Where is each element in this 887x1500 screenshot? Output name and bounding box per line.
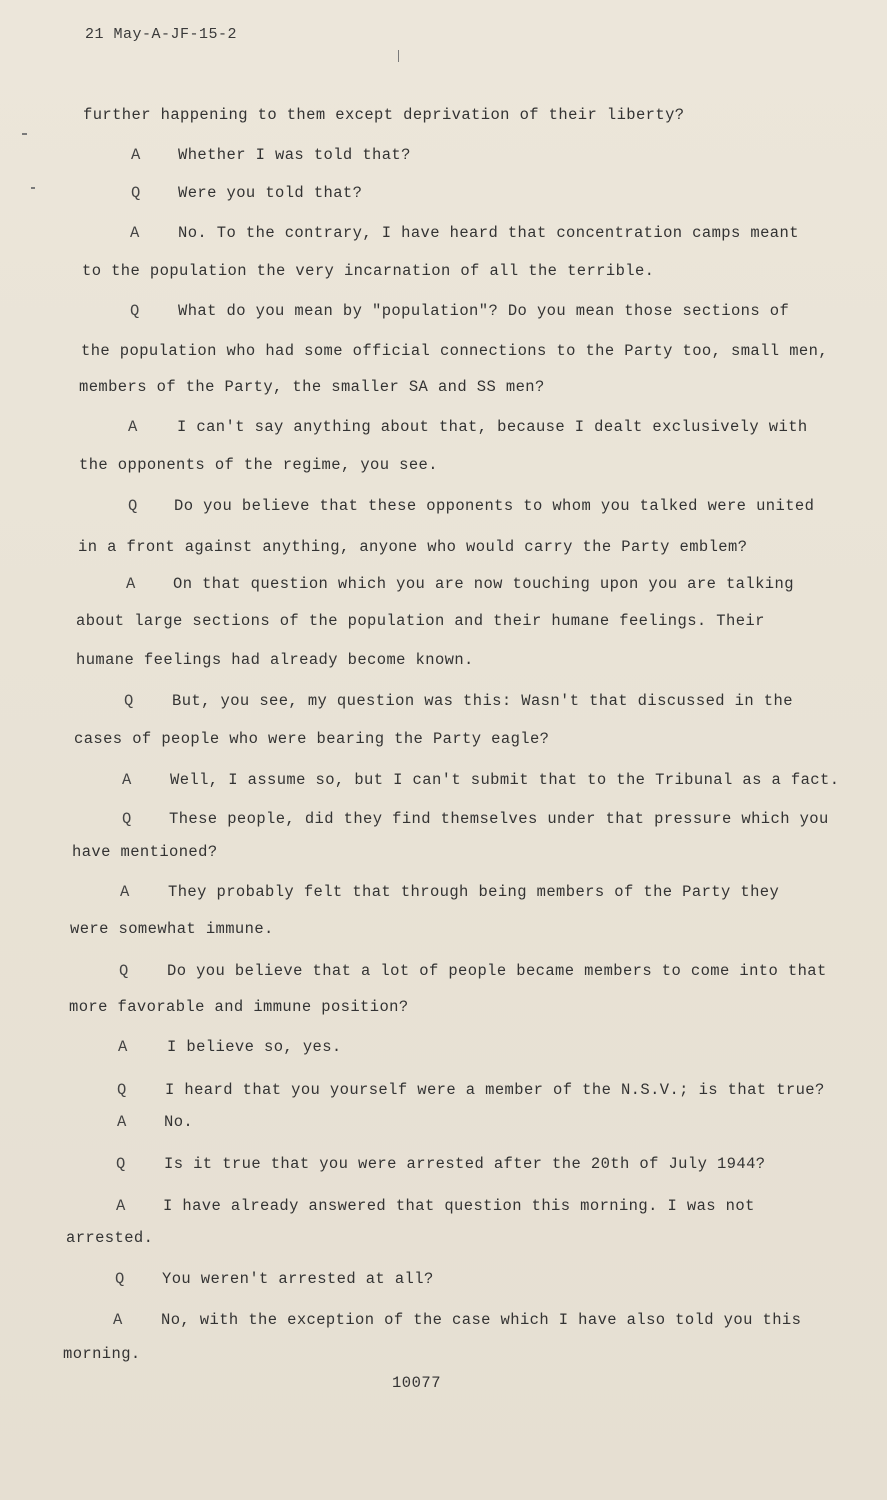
transcript-line: Do you believe that a lot of people became members to come into that — [167, 962, 827, 980]
margin-mark — [31, 187, 35, 189]
transcript-line: No, with the exception of the case which I have also told you this — [161, 1311, 802, 1329]
speaker-label: Q — [122, 810, 132, 828]
page-number: 10077 — [392, 1374, 442, 1392]
transcript-line: Were you told that? — [178, 184, 363, 202]
speaker-label: A — [120, 883, 130, 901]
transcript-line: No. — [164, 1113, 194, 1131]
transcript-line: I believe so, yes. — [167, 1038, 342, 1056]
margin-mark — [22, 133, 27, 135]
transcript-line: further happening to them except deprivation of their liberty? — [83, 106, 685, 124]
transcript-line: You weren't arrested at all? — [162, 1270, 434, 1288]
speaker-label: A — [122, 771, 132, 789]
transcript-line: arrested. — [66, 1229, 154, 1247]
speaker-label: A — [131, 146, 141, 164]
transcript-line: the opponents of the regime, you see. — [79, 456, 438, 474]
speaker-label: Q — [128, 497, 138, 515]
transcript-line: humane feelings had already become known. — [76, 651, 474, 669]
transcript-line: Do you believe that these opponents to whom you talked were united — [174, 497, 815, 515]
transcript-line: to the population the very incarnation of all the terrible. — [82, 262, 655, 280]
transcript-line: Whether I was told that? — [178, 146, 411, 164]
transcript-line: No. To the contrary, I have heard that concentration camps meant — [178, 224, 799, 242]
transcript-line: were somewhat immune. — [70, 920, 274, 938]
transcript-line: in a front against anything, anyone who would carry the Party emblem? — [78, 538, 748, 556]
transcript-line: about large sections of the population and their humane feelings. Their — [76, 612, 765, 630]
speaker-label: A — [126, 575, 136, 593]
transcript-line: They probably felt that through being members of the Party they — [168, 883, 780, 901]
transcript-line: Well, I assume so, but I can't submit that to the Tribunal as a fact. — [170, 771, 840, 789]
transcript-line: cases of people who were bearing the Party eagle? — [74, 730, 550, 748]
speaker-label: Q — [130, 302, 140, 320]
speaker-label: Q — [131, 184, 141, 202]
speaker-label: A — [128, 418, 138, 436]
margin-mark — [398, 50, 399, 62]
transcript-line: Is it true that you were arrested after the 20th of July 1944? — [164, 1155, 766, 1173]
speaker-label: Q — [117, 1081, 127, 1099]
transcript-line: I can't say anything about that, because I dealt exclusively with — [177, 418, 808, 436]
document-header: 21 May-A-JF-15-2 — [85, 26, 238, 43]
speaker-label: Q — [115, 1270, 125, 1288]
transcript-line: These people, did they find themselves under that pressure which you — [169, 810, 829, 828]
speaker-label: A — [113, 1311, 123, 1329]
speaker-label: Q — [116, 1155, 126, 1173]
transcript-line: the population who had some official connections to the Party too, small men, — [81, 342, 829, 360]
speaker-label: Q — [124, 692, 134, 710]
transcript-line: I have already answered that question this morning. I was not — [163, 1197, 755, 1215]
transcript-line: What do you mean by "population"? Do you mean those sections of — [178, 302, 790, 320]
speaker-label: A — [116, 1197, 126, 1215]
transcript-line: members of the Party, the smaller SA and SS men? — [79, 378, 545, 396]
transcript-line: I heard that you yourself were a member of the N.S.V.; is that true? — [165, 1081, 825, 1099]
speaker-label: A — [130, 224, 140, 242]
transcript-line: morning. — [63, 1345, 141, 1363]
transcript-line: have mentioned? — [72, 843, 218, 861]
speaker-label: A — [117, 1113, 127, 1131]
speaker-label: A — [118, 1038, 128, 1056]
transcript-line: On that question which you are now touching upon you are talking — [173, 575, 794, 593]
transcript-line: more favorable and immune position? — [69, 998, 409, 1016]
speaker-label: Q — [119, 962, 129, 980]
transcript-line: But, you see, my question was this: Wasn't that discussed in the — [172, 692, 793, 710]
